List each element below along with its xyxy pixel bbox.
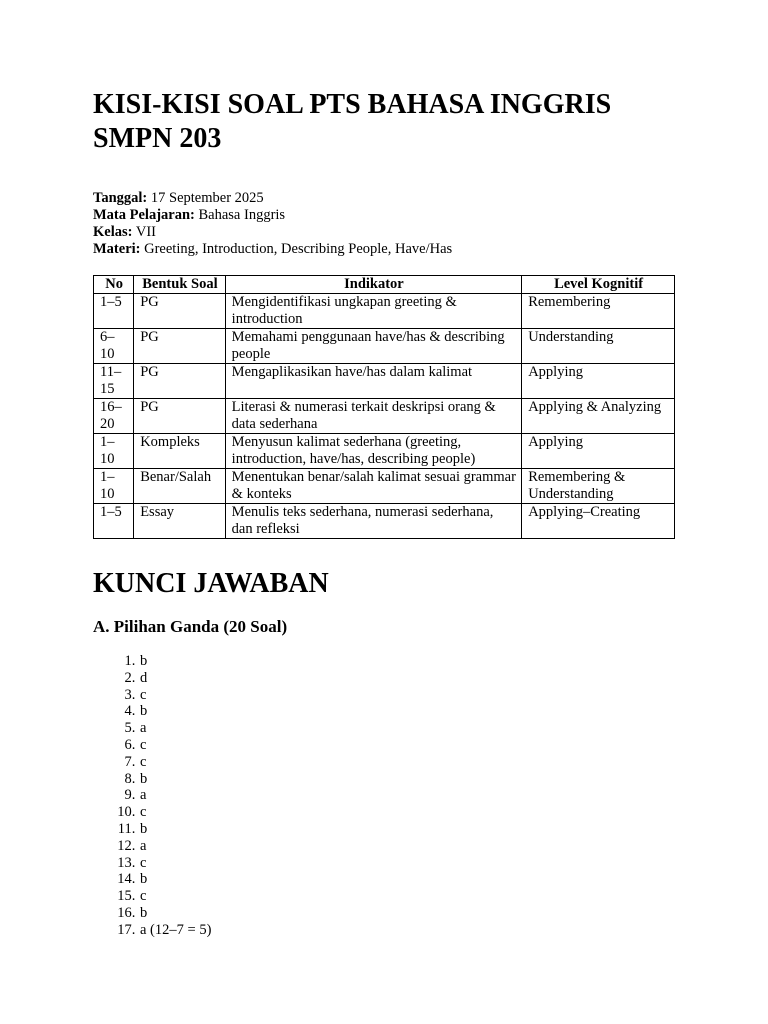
answer-list xyxy=(93,653,678,939)
list-item: 3. c xyxy=(139,687,678,704)
list-item: 5. a xyxy=(139,720,678,737)
cell-indikator: Memahami penggunaan have/has & describing people xyxy=(225,329,522,364)
cell-level-kognitif: Remembering & Understanding xyxy=(522,469,675,504)
cell-level-kognitif: Remembering xyxy=(522,294,675,329)
table-body xyxy=(94,294,675,539)
list-item: 4. b xyxy=(139,703,678,720)
meta-value: 17 September 2025 xyxy=(150,190,264,206)
cell-indikator: Menulis teks sederhana, numerasi sederhana, dan refleksi xyxy=(225,504,522,539)
list-item: 15. c xyxy=(139,888,678,905)
cell-no: 1–10 xyxy=(94,469,134,504)
meta-materi xyxy=(93,241,678,258)
col-header-no: No xyxy=(94,276,134,294)
list-item: 14. b xyxy=(139,871,678,888)
col-header-level-kognitif: Level Kognitif xyxy=(522,276,675,294)
list-item: 11. b xyxy=(139,821,678,838)
meta-label: Kelas: xyxy=(93,224,133,240)
cell-bentuk-soal: PG xyxy=(134,399,225,434)
kisi-kisi-table xyxy=(93,275,675,539)
cell-bentuk-soal: PG xyxy=(134,329,225,364)
cell-bentuk-soal: PG xyxy=(134,364,225,399)
list-item: 10. c xyxy=(139,804,678,821)
table-row xyxy=(94,329,675,364)
table-row xyxy=(94,294,675,329)
list-item: 9. a xyxy=(139,787,678,804)
list-item: 13. c xyxy=(139,855,678,872)
cell-no: 16–20 xyxy=(94,399,134,434)
cell-indikator: Mengidentifikasi ungkapan greeting & introduction xyxy=(225,294,522,329)
table-row xyxy=(94,469,675,504)
section-a-heading: A. Pilihan Ganda (20 Soal) xyxy=(93,617,288,636)
cell-no: 1–5 xyxy=(94,294,134,329)
list-item: 12. a xyxy=(139,838,678,855)
document-page xyxy=(93,88,678,939)
meta-value: VII xyxy=(135,224,156,240)
list-item: 8. b xyxy=(139,771,678,788)
list-item: 6. c xyxy=(139,737,678,754)
col-header-bentuk-soal: Bentuk Soal xyxy=(134,276,225,294)
meta-label: Tanggal: xyxy=(93,190,148,206)
document-title: KISI-KISI SOAL PTS BAHASA INGGRIS SMPN 203 xyxy=(93,89,612,154)
table-header-row xyxy=(94,276,675,294)
cell-level-kognitif: Applying xyxy=(522,364,675,399)
meta-label: Materi: xyxy=(93,241,141,257)
col-header-indikator: Indikator xyxy=(225,276,522,294)
cell-no: 11–15 xyxy=(94,364,134,399)
meta-label: Mata Pelajaran: xyxy=(93,207,195,223)
list-item: 2. d xyxy=(139,670,678,687)
cell-no: 6–10 xyxy=(94,329,134,364)
meta-mata-pelajaran xyxy=(93,207,678,224)
cell-bentuk-soal: PG xyxy=(134,294,225,329)
table-row xyxy=(94,504,675,539)
cell-bentuk-soal: Essay xyxy=(134,504,225,539)
cell-bentuk-soal: Benar/Salah xyxy=(134,469,225,504)
meta-tanggal xyxy=(93,190,678,207)
cell-no: 1–5 xyxy=(94,504,134,539)
list-item: 1. b xyxy=(139,653,678,670)
table-row xyxy=(94,434,675,469)
meta-kelas xyxy=(93,224,678,241)
cell-level-kognitif: Applying xyxy=(522,434,675,469)
list-item: 7. c xyxy=(139,754,678,771)
cell-no: 1–10 xyxy=(94,434,134,469)
cell-level-kognitif: Applying–Creating xyxy=(522,504,675,539)
cell-indikator: Menyusun kalimat sederhana (greeting, introduction, have/has, describing people) xyxy=(225,434,522,469)
list-item: 16. b xyxy=(139,905,678,922)
list-item: 17. a (12–7 = 5) xyxy=(139,922,678,939)
kunci-jawaban-heading: KUNCI JAWABAN xyxy=(93,568,329,599)
meta-value: Bahasa Inggris xyxy=(198,207,286,223)
document-meta xyxy=(93,190,678,258)
table-row xyxy=(94,364,675,399)
cell-indikator: Mengaplikasikan have/has dalam kalimat xyxy=(225,364,522,399)
cell-level-kognitif: Applying & Analyzing xyxy=(522,399,675,434)
table-row xyxy=(94,399,675,434)
cell-indikator: Literasi & numerasi terkait deskripsi orang & data sederhana xyxy=(225,399,522,434)
cell-level-kognitif: Understanding xyxy=(522,329,675,364)
cell-indikator: Menentukan benar/salah kalimat sesuai grammar & konteks xyxy=(225,469,522,504)
meta-value: Greeting, Introduction, Describing People, Have/Has xyxy=(144,241,453,257)
cell-bentuk-soal: Kompleks xyxy=(134,434,225,469)
